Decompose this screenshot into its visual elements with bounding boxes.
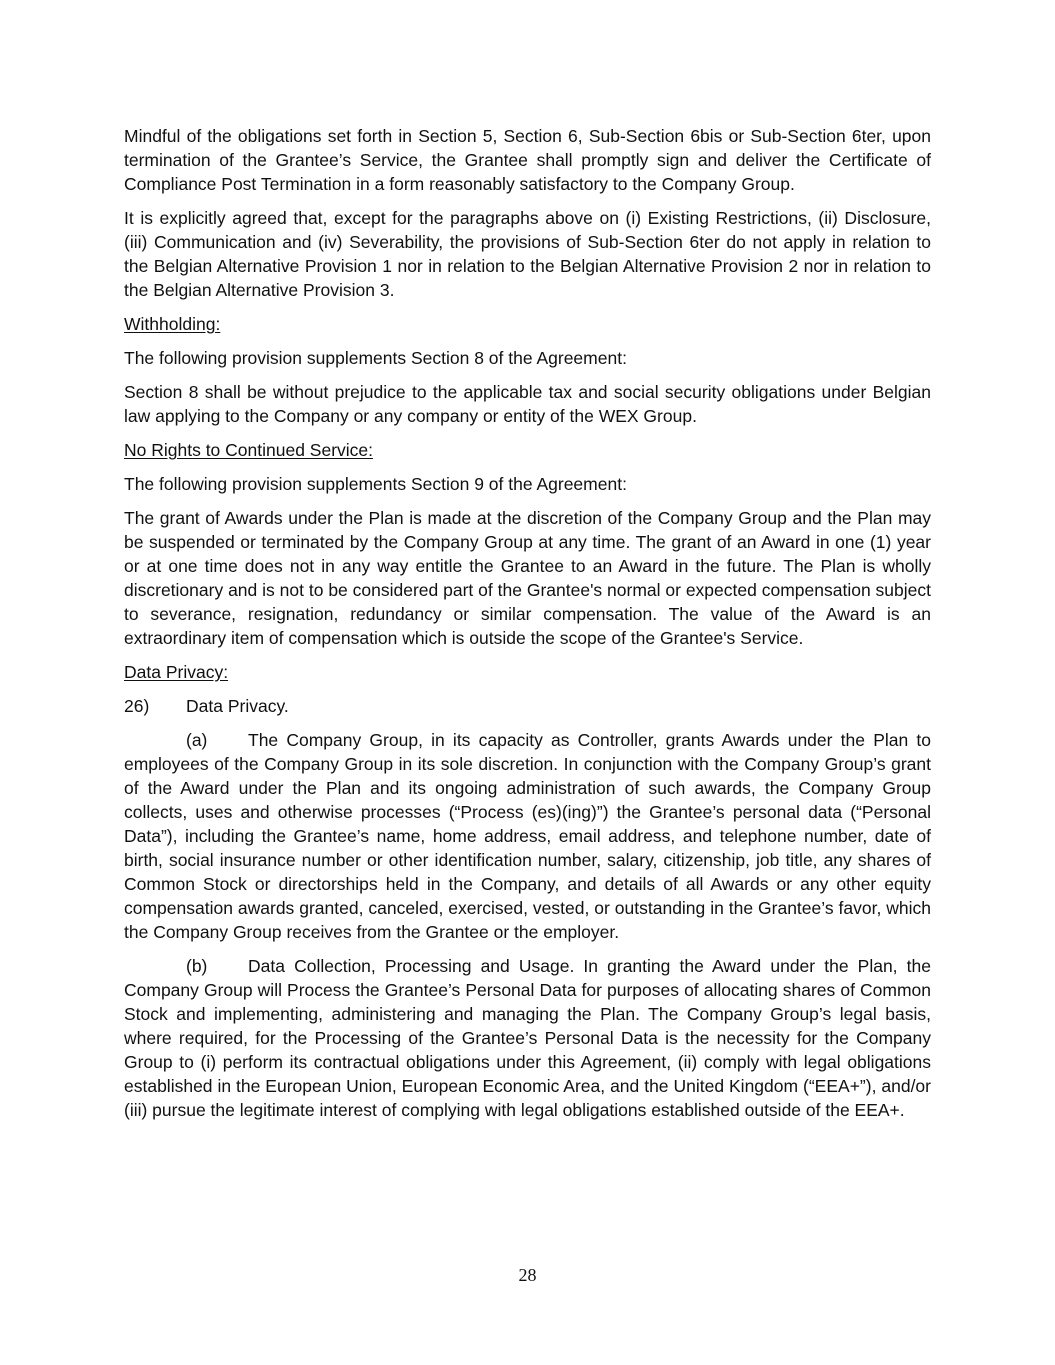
no-rights-intro: The following provision supplements Section 9 of the Agreement:: [124, 474, 627, 494]
sub-paragraph-b-label: (b): [186, 956, 208, 976]
page-number: 28: [518, 1265, 537, 1285]
withholding-text: Section 8 shall be without prejudice to the applicable tax and social security obligations under Belgian law applying to the Company or any company or entity of the WEX Group.: [124, 382, 931, 426]
withholding-intro: The following provision supplements Section 8 of the Agreement:: [124, 348, 627, 368]
data-privacy-heading: Data Privacy:: [124, 662, 229, 682]
sub-paragraph-b-text: Data Collection, Processing and Usage. In granting the Award under the Plan, the Company Group will Process the Grantee’s Personal Data for purposes of allocating shares of Common Stock and implementing, administering and managing the Plan. The Company Group’s legal basis, where required, for the Processing of the Grantee’s Personal Data is the necessity for the Company Group to (i) perform its contractual obligations under this Agreement, (ii) comply with legal obligations established in the European Union, European Economic Area, and the United Kingdom (“EEA+”), and/or (iii) pursue the legitimate interest of complying with legal obligations established outside of the EEA+.: [124, 956, 931, 1120]
withholding-heading-row: [124, 312, 931, 336]
paragraph-sub-section-6ter-exceptions: It is explicitly agreed that, except for the paragraphs above on (i) Existing Restrictions, (ii) Disclosure, (iii) Communication and (iv) Severability, the provisions of Sub-Section 6ter do not apply in relation to the Belgian Alternative Provision 1 nor in relation to the Belgian Alternative Provision 2 nor in relation to the Belgian Alternative Provision 3.: [124, 208, 931, 300]
withholding-heading: Withholding:: [124, 314, 221, 334]
section-26-title-row: [124, 694, 931, 718]
no-rights-text: The grant of Awards under the Plan is made at the discretion of the Company Group and the Plan may be suspended or terminated by the Company Group at any time. The grant of an Award in one (1) year or at one time does not in any way entitle the Grantee to an Award in the future. The Plan is wholly discretionary and is not to be considered part of the Grantee's normal or expected compensation subject to severance, resignation, redundancy or similar compensation. The value of the Award is an extraordinary item of compensation which is outside the scope of the Grantee's Service.: [124, 508, 931, 648]
no-rights-heading: No Rights to Continued Service:: [124, 440, 374, 460]
section-number: 26): [124, 696, 150, 716]
paragraph-post-termination-compliance: Mindful of the obligations set forth in Section 5, Section 6, Sub-Section 6bis or Sub-Section 6ter, upon termination of the Grantee’s Service, the Grantee shall promptly sign and deliver the Certificate of Compliance Post Termination in a form reasonably satisfactory to the Company Group.: [124, 126, 931, 194]
sub-paragraph-b: [124, 954, 931, 1122]
sub-paragraph-a-label: (a): [186, 730, 208, 750]
data-privacy-heading-row: [124, 660, 931, 684]
no-rights-heading-row: [124, 438, 931, 462]
document-body: [124, 124, 931, 1132]
sub-paragraph-a-text: The Company Group, in its capacity as Controller, grants Awards under the Plan to employees of the Company Group in its sole discretion. In conjunction with the Company Group’s grant of the Award under the Plan and its ongoing administration of such awards, the Company Group collects, uses and otherwise processes (“Process (es)(ing)”) the Grantee’s personal data (“Personal Data”), including the Grantee’s name, home address, email address, and telephone number, date of birth, social insurance number or other identification number, salary, citizenship, job title, any shares of Common Stock or directorships held in the Company, and details of all Awards or any other equity compensation awards granted, canceled, exercised, vested, or outstanding in the Grantee’s favor, which the Company Group receives from the Grantee or the employer.: [124, 730, 931, 942]
sub-paragraph-a: [124, 728, 931, 944]
section-title: Data Privacy.: [186, 696, 289, 716]
